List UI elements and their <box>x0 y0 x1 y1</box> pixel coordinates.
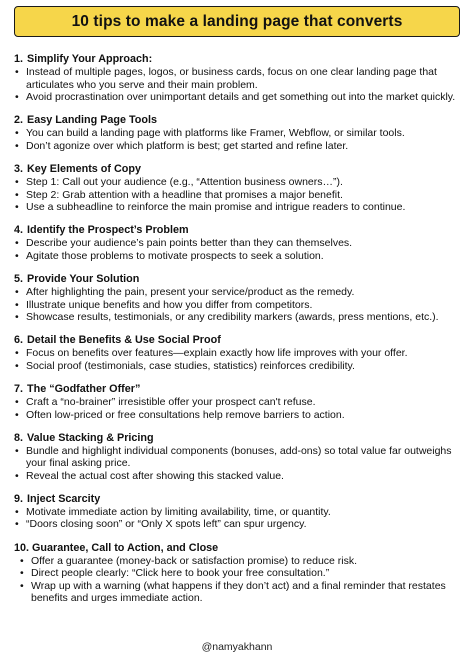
tip-number: 10. <box>14 541 30 554</box>
bullet-dot-icon: • <box>20 567 24 580</box>
bullet-text: Agitate those problems to motivate prospects to seek a solution. <box>26 249 324 262</box>
bullet-dot-icon: • <box>15 175 19 188</box>
bullet-item <box>14 66 460 91</box>
bullet-text: Wrap up with a warning (what happens if they don’t act) and a final reminder that restates benefits and urges immediate action. <box>31 579 446 605</box>
bullet-item <box>14 250 460 263</box>
bullet-dot-icon: • <box>15 249 19 262</box>
tips-list <box>14 53 460 605</box>
tip-heading <box>14 542 460 555</box>
bullet-text: Use a subheadline to reinforce the main promise and intrigue readers to continue. <box>26 201 406 214</box>
tip-heading <box>14 114 460 127</box>
bullet-text: After highlighting the pain, present your service/product as the remedy. <box>26 285 355 298</box>
bullet-item <box>14 176 460 189</box>
bullet-dot-icon: • <box>15 311 19 324</box>
bullet-item <box>14 445 460 470</box>
bullet-item <box>14 286 460 299</box>
tip-heading-text: Detail the Benefits & Use Social Proof <box>27 334 221 347</box>
bullet-item <box>14 237 460 250</box>
bullet-dot-icon: • <box>15 347 19 360</box>
tip-heading <box>14 163 460 176</box>
tip-heading-text: Value Stacking & Pricing <box>27 431 154 444</box>
tip-number: 2. <box>14 114 24 127</box>
tip-number: 8. <box>14 431 24 444</box>
tip-bullets <box>14 286 460 324</box>
tip-heading <box>14 432 460 445</box>
bullet-item <box>14 127 460 140</box>
bullet-item <box>14 396 460 409</box>
tip-heading-text: Simplify Your Approach: <box>27 53 153 65</box>
bullet-item <box>14 347 460 360</box>
bullet-item <box>14 140 460 153</box>
page-title: 10 tips to make a landing page that converts <box>71 12 403 30</box>
bullet-dot-icon: • <box>15 201 19 214</box>
bullet-text: Social proof (testimonials, case studies, statistics) reinforces credibility. <box>26 359 355 372</box>
bullet-text: Illustrate unique benefits and how you differ from competitors. <box>26 298 313 311</box>
bullet-text: Direct people clearly: “Click here to book your free consultation.” <box>31 567 330 580</box>
bullet-text: Instead of multiple pages, logos, or business cards, focus on one clear landing page that articulates who you serve and their main problem. <box>26 66 437 91</box>
bullet-item <box>14 360 460 373</box>
author-handle: @namyakhann <box>201 641 273 653</box>
bullet-dot-icon: • <box>15 285 19 298</box>
tip-number: 4. <box>14 224 24 237</box>
tip-number: 1. <box>14 53 24 65</box>
bullet-item <box>14 189 460 202</box>
tip-number: 7. <box>14 382 24 395</box>
title-banner <box>14 6 460 37</box>
bullet-item <box>14 567 460 580</box>
bullet-text: Bundle and highlight individual components (bonuses, add-ons) so total value far outweighs your final asking price. <box>26 444 452 470</box>
bullet-text: Craft a “no-brainer” irresistible offer your prospect can't refuse. <box>26 395 316 408</box>
tip-heading <box>14 383 460 396</box>
tip-item <box>14 542 460 605</box>
bullet-dot-icon: • <box>20 554 24 567</box>
bullet-text: Motivate immediate action by limiting availability, time, or quantity. <box>26 505 331 518</box>
tip-item <box>14 432 460 483</box>
bullet-dot-icon: • <box>15 188 19 201</box>
bullet-text: Focus on benefits over features—explain exactly how life improves with your offer. <box>26 347 408 360</box>
tip-bullets <box>14 445 460 483</box>
tip-bullets <box>14 555 460 605</box>
bullet-item <box>14 580 460 605</box>
tip-number: 3. <box>14 162 24 175</box>
bullet-text: Describe your audience’s pain points better than they can themselves. <box>26 237 353 250</box>
bullet-dot-icon: • <box>15 298 19 311</box>
tip-item <box>14 383 460 421</box>
bullet-text: Offer a guarantee (money-back or satisfaction promise) to reduce risk. <box>31 554 358 567</box>
tip-item <box>14 163 460 214</box>
tip-bullets <box>14 237 460 262</box>
bullet-item <box>14 91 460 104</box>
tip-item <box>14 224 460 262</box>
bullet-item <box>14 518 460 531</box>
bullet-dot-icon: • <box>15 518 19 531</box>
bullet-dot-icon: • <box>15 66 19 78</box>
bullet-dot-icon: • <box>15 237 19 250</box>
bullet-item <box>14 311 460 324</box>
tip-item <box>14 273 460 324</box>
tip-bullets <box>14 347 460 372</box>
bullet-text: Step 1: Call out your audience (e.g., “Attention business owners…”). <box>26 175 343 188</box>
bullet-dot-icon: • <box>15 469 19 482</box>
tip-heading-text: Guarantee, Call to Action, and Close <box>32 541 219 554</box>
tip-heading <box>14 334 460 347</box>
bullet-dot-icon: • <box>15 359 19 372</box>
tip-bullets <box>14 127 460 152</box>
bullet-text: Reveal the actual cost after showing this stacked value. <box>26 469 284 482</box>
bullet-text: Showcase results, testimonials, or any credibility markers (awards, press mentions, etc.). <box>26 311 439 324</box>
tip-number: 9. <box>14 492 24 505</box>
tip-heading-text: Key Elements of Copy <box>27 162 141 175</box>
bullet-dot-icon: • <box>15 505 19 518</box>
tip-heading-text: Provide Your Solution <box>27 272 140 285</box>
tip-number: 5. <box>14 272 24 285</box>
bullet-item <box>14 299 460 312</box>
tip-item <box>14 53 460 104</box>
bullet-text: “Doors closing soon” or “Only X spots left” can spur urgency. <box>26 518 307 531</box>
tip-heading-text: The “Godfather Offer” <box>27 382 141 395</box>
bullet-dot-icon: • <box>15 91 19 104</box>
tip-heading <box>14 273 460 286</box>
tip-item <box>14 493 460 531</box>
tip-number: 6. <box>14 334 24 347</box>
tip-heading-text: Identify the Prospect’s Problem <box>27 224 189 237</box>
bullet-text: Avoid procrastination over unimportant details and get something out into the market quickly. <box>26 91 456 104</box>
bullet-item <box>14 201 460 214</box>
bullet-dot-icon: • <box>15 408 19 421</box>
tip-heading <box>14 53 460 66</box>
tip-bullets <box>14 396 460 421</box>
tip-bullets <box>14 506 460 531</box>
bullet-text: You can build a landing page with platforms like Framer, Webflow, or similar tools. <box>26 127 405 140</box>
tip-heading <box>14 224 460 237</box>
tip-bullets <box>14 176 460 214</box>
tip-heading-text: Inject Scarcity <box>27 492 101 505</box>
bullet-text: Often low-priced or free consultations help remove barriers to action. <box>26 408 345 421</box>
bullet-text: Step 2: Grab attention with a headline that promises a major benefit. <box>26 188 343 201</box>
bullet-item <box>14 555 460 568</box>
tip-item <box>14 114 460 152</box>
tip-heading-text: Easy Landing Page Tools <box>27 114 157 127</box>
bullet-dot-icon: • <box>15 444 19 457</box>
tip-heading <box>14 493 460 506</box>
tip-item <box>14 334 460 372</box>
tip-bullets <box>14 66 460 104</box>
bullet-item <box>14 470 460 483</box>
bullet-dot-icon: • <box>15 127 19 140</box>
bullet-text: Don’t agonize over which platform is best; get started and refine later. <box>26 139 349 152</box>
bullet-dot-icon: • <box>15 139 19 152</box>
bullet-item <box>14 506 460 519</box>
bullet-item <box>14 409 460 422</box>
bullet-dot-icon: • <box>20 579 24 592</box>
bullet-dot-icon: • <box>15 395 19 408</box>
